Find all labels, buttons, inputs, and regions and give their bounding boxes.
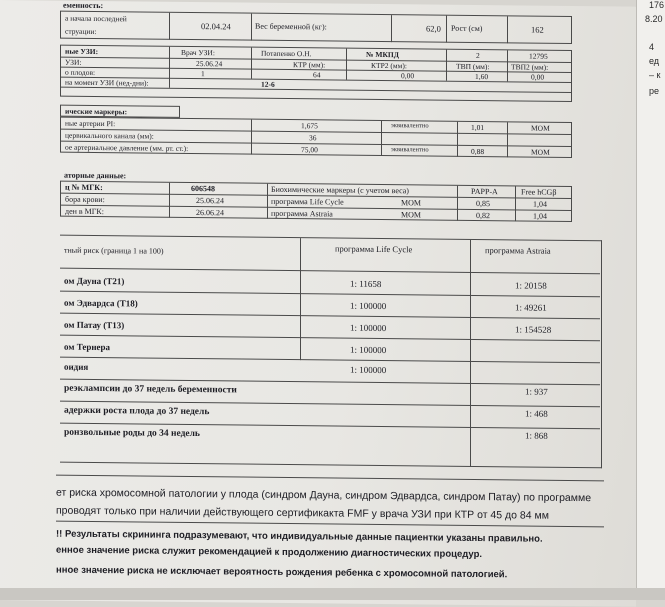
marker-value: 1,675	[301, 121, 318, 131]
mkpd-value: 2	[476, 50, 480, 61]
last-period-label-2: струации:	[65, 26, 97, 37]
mgk-label: ц № МГК:	[65, 182, 103, 193]
lab-row-unit: МОМ	[401, 198, 422, 208]
mgk-value: 606548	[191, 184, 215, 194]
marker-eq-label: эквивалентно	[391, 146, 429, 154]
risk-row-label: ом Дауна (T21)	[64, 275, 125, 287]
risk-col-astraia: программа Astraia	[485, 245, 551, 256]
us-date-value: 25.06.24	[196, 59, 223, 69]
tvp2-value: 0,00	[531, 72, 545, 82]
risk-row-lifecycle: 1: 100000	[350, 364, 387, 376]
risk-row-label: оидия	[64, 361, 89, 372]
risk-row-label: ом Эдвардса (T18)	[64, 297, 138, 309]
term-label: на момент УЗИ (нед-дни):	[65, 77, 149, 88]
lab-row-label: ден в МГК:	[65, 206, 104, 217]
note-line-5: нное значение риска не исключает вероятность рождения ребенка с хромосомной патологией.	[56, 564, 508, 581]
last-period-date: 02.04.24	[201, 21, 231, 32]
papp-label: PAPP-A	[471, 186, 498, 197]
risk-col-lifecycle: программа Life Cycle	[335, 243, 413, 255]
tvp2-label: ТВП2 (мм):	[511, 62, 549, 72]
lab-row-papp: 0,82	[476, 210, 490, 221]
risk-extra-label: адержки роста плода до 37 недель	[64, 405, 210, 418]
ultrasound-box	[60, 45, 572, 102]
doctor-label: Врач УЗИ:	[181, 47, 215, 58]
ktr2-value: 0,00	[401, 71, 415, 81]
risk-section	[0, 234, 636, 441]
risk-row-lifecycle: 1: 100000	[350, 344, 387, 356]
pregnancy-box	[60, 11, 572, 44]
marker-unit: МОМ	[531, 147, 550, 157]
risk-extra-astraia: 1: 868	[525, 430, 548, 441]
risk-table	[60, 235, 602, 469]
risk-row-astraia: 1: 49261	[515, 302, 547, 313]
mkpd-value-2: 12795	[529, 51, 548, 61]
lab-row-papp: 0,85	[476, 198, 490, 209]
hcg-label: Free hCGβ	[521, 187, 557, 197]
risk-row-lifecycle: 1: 100000	[350, 300, 387, 312]
markers-title: ические маркеры:	[60, 105, 180, 118]
marker-label: ные артерии PI:	[65, 118, 116, 129]
fetus-value: 1	[201, 69, 205, 79]
strip-text: 4	[649, 42, 655, 52]
doctor-name: Потапенко О.Н.	[261, 48, 312, 59]
pregnancy-section-title: еменность:	[63, 0, 104, 11]
weight-value: 62,0	[426, 23, 441, 34]
mkpd-label: № МКПД	[366, 49, 399, 60]
ultrasound-title: ные УЗИ:	[65, 46, 99, 57]
lab-row-date: 25.06.24	[196, 196, 224, 206]
marker-label: цервикального канала (мм):	[65, 130, 154, 141]
lab-row-date: 26.06.24	[196, 208, 224, 218]
strip-text: ед	[649, 56, 660, 66]
risk-extra-astraia: 1: 937	[525, 386, 548, 397]
strip-text: 176	[649, 0, 665, 10]
risk-header-label: тный риск (граница 1 на 100)	[64, 245, 164, 256]
bio-label: Биохимические маркеры (с учетом веса)	[271, 184, 409, 196]
risk-row-lifecycle: 1: 11658	[350, 278, 382, 289]
lab-row-hcg: 1,04	[533, 199, 547, 209]
table-surface	[0, 588, 665, 600]
marker-eq-label: эквивалентно	[391, 122, 429, 130]
ktr-label: КТР (мм):	[293, 60, 326, 70]
us-date-label: УЗИ:	[65, 57, 82, 67]
lab-row-program: программа Astraia	[271, 208, 333, 219]
term-value: 12-6	[261, 79, 275, 89]
lab-row-label: бора крови:	[65, 194, 105, 205]
risk-row-label: ом Тернера	[64, 341, 111, 353]
tvp-label: ТВП (мм):	[456, 61, 490, 72]
risk-row-astraia: 1: 154528	[515, 324, 552, 335]
ktr-value: 64	[313, 70, 321, 80]
ktr2-label: КТР2 (мм):	[371, 60, 407, 71]
lab-title: аторные данные:	[64, 170, 127, 181]
last-period-label: а начала последней	[65, 13, 127, 24]
risk-extra-label: реэклампсии до 37 недель беременности	[64, 383, 237, 396]
risk-row-lifecycle: 1: 100000	[350, 322, 387, 334]
strip-text: 8.20	[645, 14, 663, 24]
risk-extra-label: ронзвольные роды до 34 недель	[64, 427, 200, 440]
note-line-3: !! Результаты скрининга подразумевают, что индивидуальные данные пациентки указаны правильно.	[56, 528, 543, 545]
marker-eq-value: 0,88	[471, 146, 485, 157]
lab-table	[60, 181, 572, 222]
marker-unit: МОМ	[531, 123, 550, 133]
lab-row-program: программа Life Cycle	[271, 196, 344, 207]
risk-extra-astraia: 1: 468	[525, 408, 548, 419]
note-line-4: енное значение риска служит рекомендацией к продолжению диагностических процедур.	[56, 544, 483, 561]
marker-value: 75,00	[301, 145, 318, 155]
lab-row-unit: МОМ	[401, 210, 422, 220]
adjacent-page-strip	[636, 0, 665, 600]
strip-text: ре	[649, 86, 660, 96]
tvp-value: 1,60	[475, 71, 489, 82]
weight-label: Вес беременной (кг):	[255, 21, 327, 32]
lab-section	[60, 170, 572, 221]
fetus-label: о плодов:	[65, 67, 96, 77]
height-value: 162	[531, 24, 544, 35]
marker-value: 36	[309, 133, 317, 143]
marker-label: ое артериальное давление (мм. рт. ст.):	[65, 142, 189, 153]
marker-eq-value: 1,01	[471, 122, 485, 133]
height-label: Рост (см)	[451, 23, 483, 34]
risk-row-label: ом Патау (T13)	[64, 319, 125, 331]
note-line-1: ет риска хромосомной патологии у плода (синдром Дауна, синдром Эдвардса, синдром Патау) по программе	[56, 486, 592, 505]
strip-text: – к	[649, 70, 661, 80]
note-line-2: проводят только при наличии действующего сертификакта FMF у врача УЗИ при КТР от 45 до 84 мм	[56, 504, 549, 522]
lab-row-hcg: 1,04	[533, 211, 547, 221]
risk-row-astraia: 1: 20158	[515, 280, 547, 291]
markers-table	[60, 117, 572, 158]
markers-section	[60, 105, 572, 157]
